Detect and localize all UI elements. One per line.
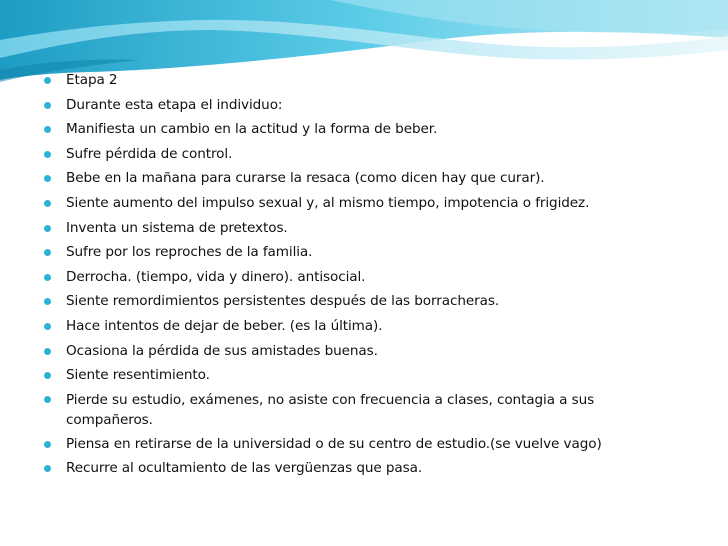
bullet-dot-icon bbox=[44, 465, 51, 472]
bullet-item bbox=[44, 456, 684, 481]
bullet-text: Recurre al ocultamiento de las vergüenzas que pasa. bbox=[66, 460, 423, 477]
bullet-text: Manifiesta un cambio en la actitud y la forma de beber. bbox=[66, 121, 438, 138]
bullet-text: Durante esta etapa el individuo: bbox=[66, 96, 283, 113]
bullet-item bbox=[44, 339, 684, 364]
bullet-text: Pierde su estudio, exámenes, no asiste con frecuencia a clases, contagia a sus compañeros. bbox=[66, 391, 595, 428]
bullet-item bbox=[44, 117, 684, 142]
bullet-dot-icon bbox=[44, 200, 51, 207]
bullet-text: Sufre por los reproches de la familia. bbox=[66, 244, 313, 261]
bullet-item bbox=[44, 240, 684, 265]
bullet-dot-icon bbox=[44, 77, 51, 84]
bullet-text: Siente resentimiento. bbox=[66, 367, 210, 384]
bullet-dot-icon bbox=[44, 151, 51, 158]
bullet-text: Bebe en la mañana para curarse la resaca (como dicen hay que curar). bbox=[66, 170, 545, 187]
bullet-item bbox=[44, 265, 684, 290]
bullet-text: Derrocha. (tiempo, vida y dinero). antisocial. bbox=[66, 268, 366, 285]
bullet-list bbox=[44, 68, 684, 481]
bullet-item bbox=[44, 432, 684, 457]
bullet-dot-icon bbox=[44, 274, 51, 281]
bullet-dot-icon bbox=[44, 323, 51, 330]
bullet-item bbox=[44, 142, 684, 167]
bullet-text: Siente remordimientos persistentes después de las borracheras. bbox=[66, 293, 500, 310]
bullet-dot-icon bbox=[44, 126, 51, 133]
bullet-item bbox=[44, 191, 684, 216]
bullet-text: Inventa un sistema de pretextos. bbox=[66, 219, 288, 236]
bullet-item bbox=[44, 68, 684, 93]
bullet-text: Piensa en retirarse de la universidad o de su centro de estudio.(se vuelve vago) bbox=[66, 435, 602, 452]
bullet-dot-icon bbox=[44, 348, 51, 355]
bullet-text: Siente aumento del impulso sexual y, al mismo tiempo, impotencia o frigidez. bbox=[66, 194, 590, 211]
bullet-text: Ocasiona la pérdida de sus amistades buenas. bbox=[66, 342, 378, 359]
bullet-dot-icon bbox=[44, 441, 51, 448]
bullet-dot-icon bbox=[44, 249, 51, 256]
bullet-text: Etapa 2 bbox=[66, 72, 118, 88]
bullet-dot-icon bbox=[44, 102, 51, 109]
bullet-text: Sufre pérdida de control. bbox=[66, 145, 233, 162]
bullet-text: Hace intentos de dejar de beber. (es la última). bbox=[66, 317, 383, 334]
bullet-item bbox=[44, 289, 684, 314]
bullet-item bbox=[44, 363, 684, 388]
bullet-item bbox=[44, 93, 684, 118]
bullet-dot-icon bbox=[44, 175, 51, 182]
bullet-item bbox=[44, 388, 684, 432]
bullet-item bbox=[44, 314, 684, 339]
bullet-dot-icon bbox=[44, 372, 51, 379]
bullet-item bbox=[44, 166, 684, 191]
bullet-dot-icon bbox=[44, 225, 51, 232]
bullet-item bbox=[44, 216, 684, 241]
bullet-dot-icon bbox=[44, 396, 51, 403]
bullet-dot-icon bbox=[44, 298, 51, 305]
